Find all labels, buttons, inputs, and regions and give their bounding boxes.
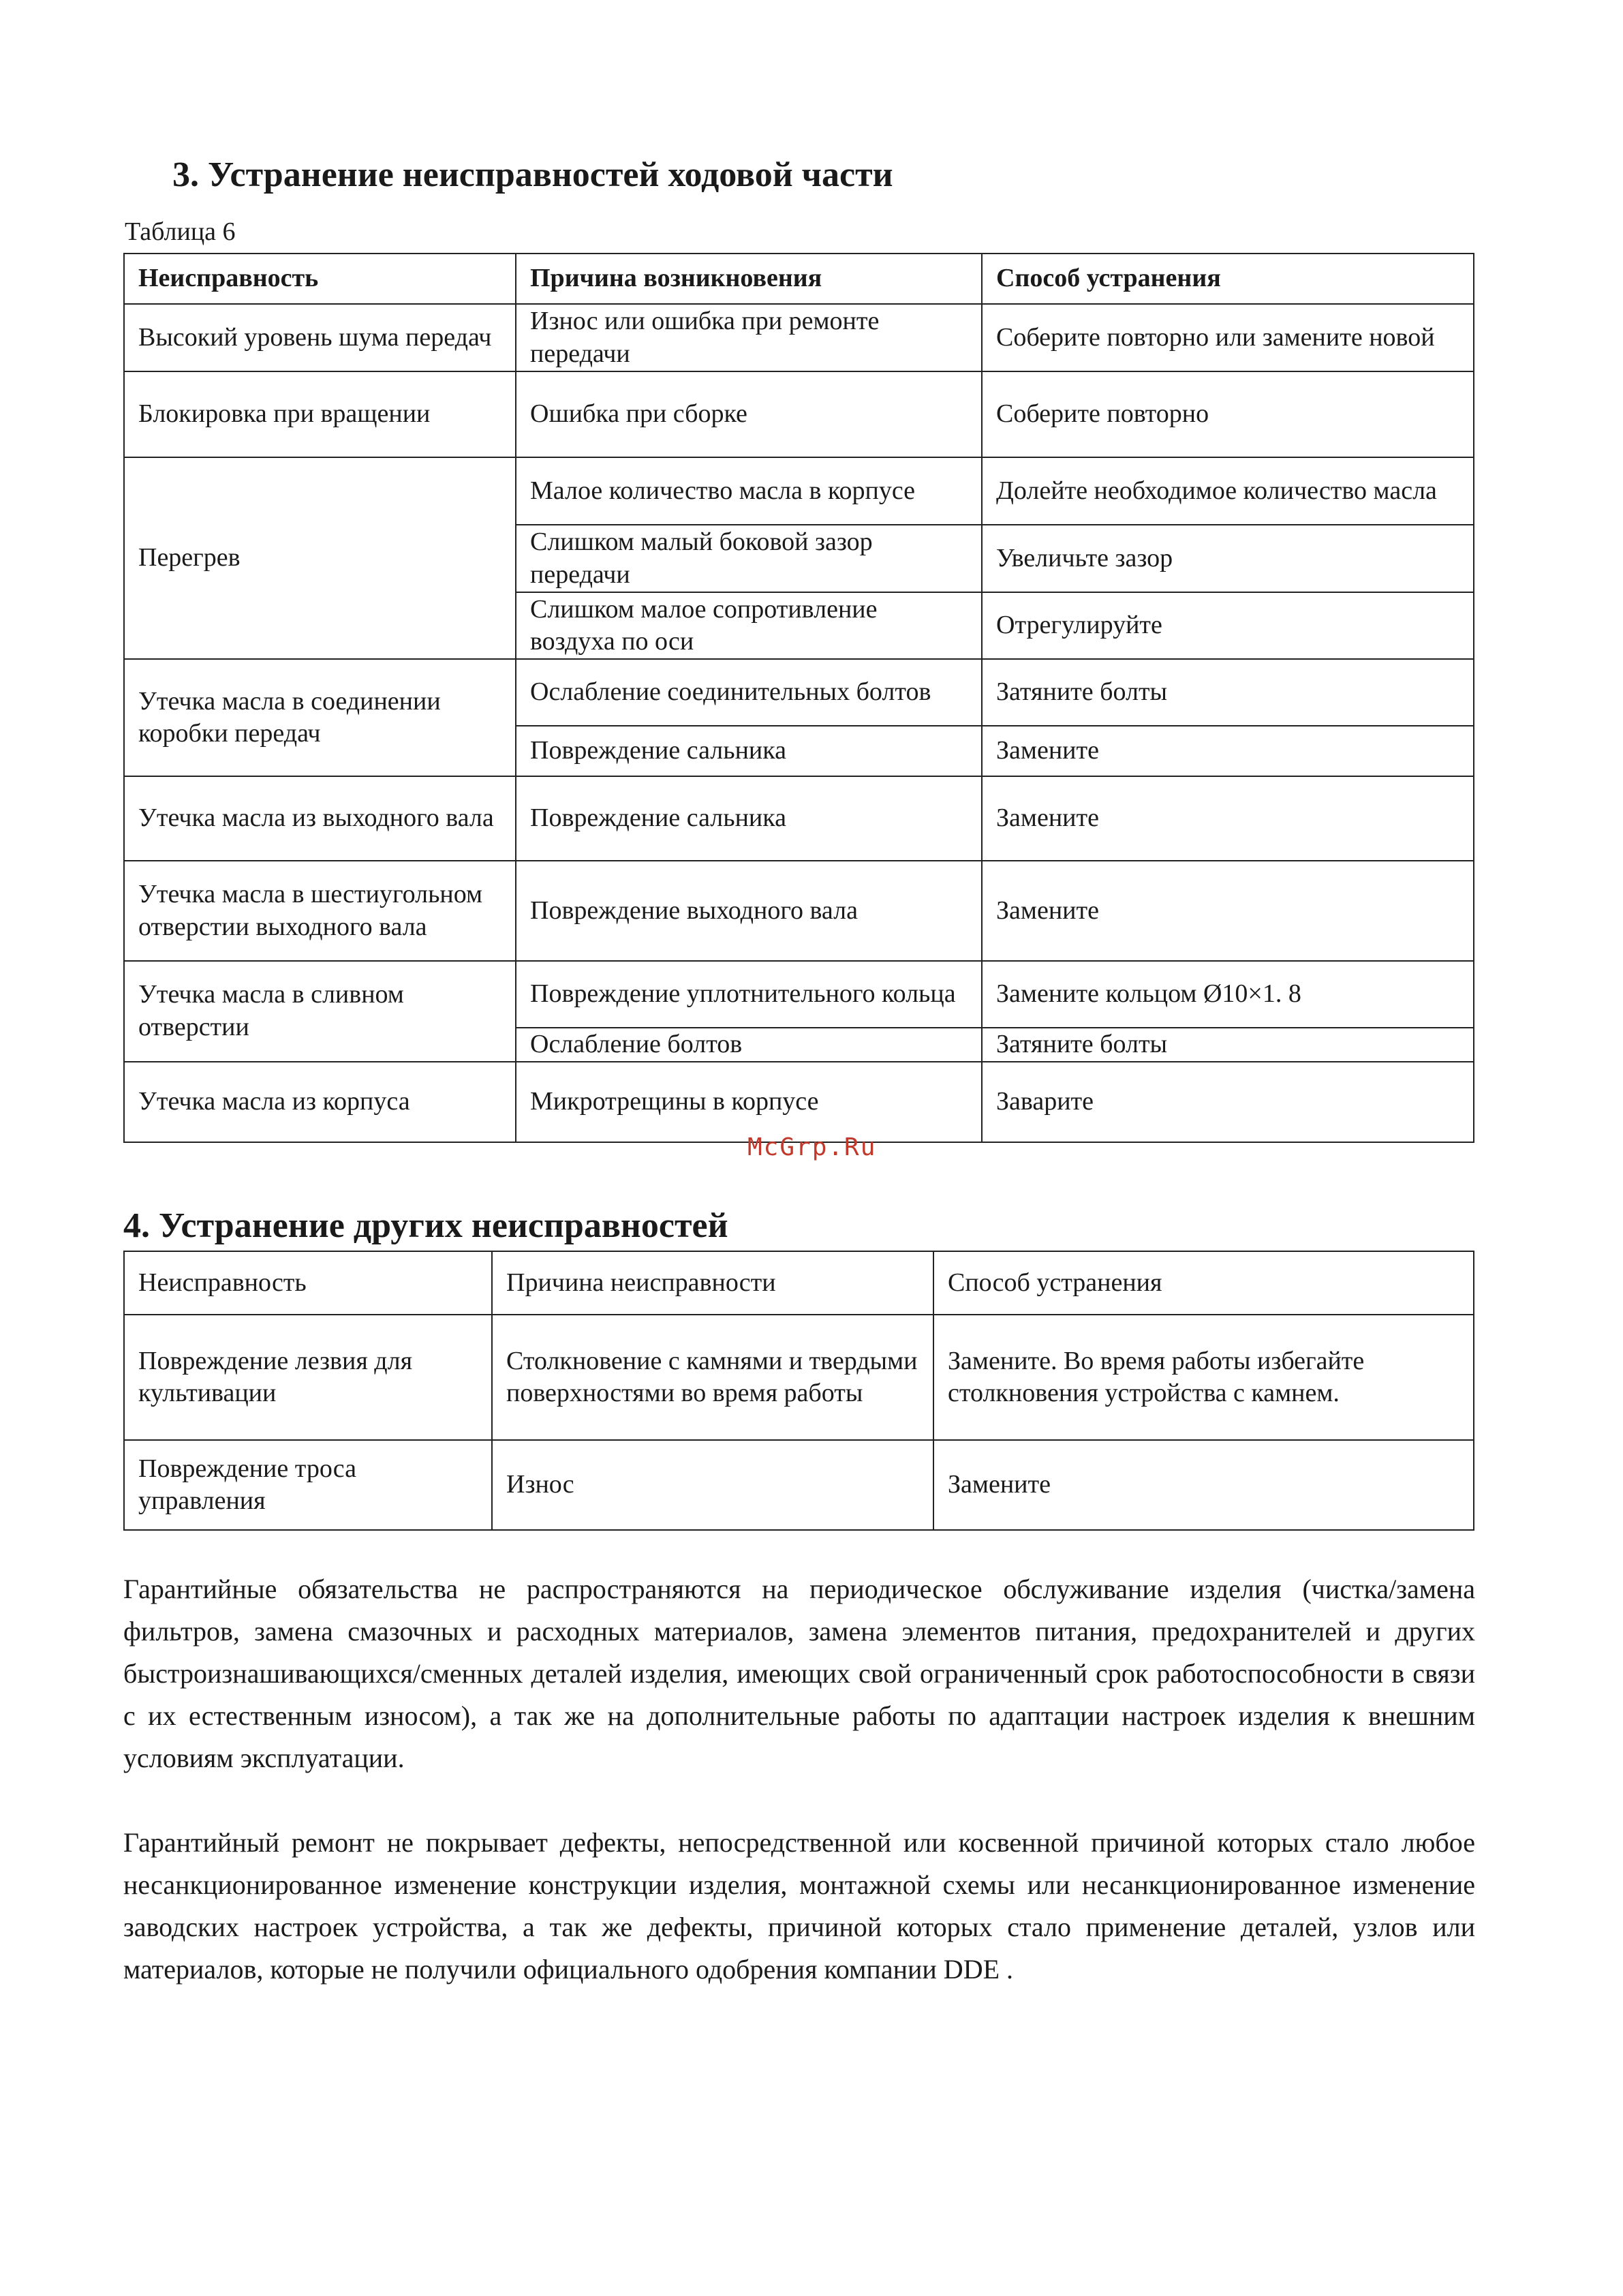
- table-row: [124, 776, 1474, 861]
- watermark: McGrp.Ru: [747, 1133, 877, 1161]
- table-header-row: [124, 1251, 1474, 1315]
- table-row: [124, 304, 1474, 371]
- table-row: [124, 371, 1474, 457]
- table-row: [124, 1440, 1474, 1530]
- table-caption: Таблица 6: [125, 217, 236, 246]
- section-4-heading: 4. Устранение других неисправностей: [123, 1206, 728, 1245]
- table-row: [124, 961, 1474, 1028]
- fix-cell: Заварите: [982, 1062, 1474, 1142]
- header-fix: Способ устранения: [982, 254, 1474, 304]
- table-row: [124, 659, 1474, 726]
- warranty-paragraph-2: Гарантийный ремонт не покрывает дефекты, непосредственной или косвенной причиной которых стало любое несанкционированное изменение конструкции изделия, монтажной схемы или несанкционированное изменение заводских настроек устройства, а так же дефекты, причиной которых стало применение деталей, узлов или материалов, которые не получили официального одобрения компании DDE .: [123, 1827, 1475, 1985]
- fix-cell: Затяните болты: [982, 659, 1474, 726]
- cause-cell: Повреждение сальника: [516, 776, 982, 861]
- table-row: [124, 861, 1474, 961]
- fault-cell: Утечка масла в соединении коробки передач: [124, 659, 516, 776]
- cause-cell: Слишком малое сопротивление воздуха по оси: [516, 592, 982, 659]
- cause-cell: Столкновение с камнями и твердыми поверхностями во время работы: [492, 1315, 933, 1440]
- cause-cell: Малое количество масла в корпусе: [516, 457, 982, 525]
- header-cause: Причина неисправности: [492, 1251, 933, 1315]
- fault-cell: Высокий уровень шума передач: [124, 304, 516, 371]
- fix-cell: Замените: [982, 776, 1474, 861]
- fix-cell: Замените. Во время работы избегайте столкновения устройства с камнем.: [933, 1315, 1474, 1440]
- fix-cell: Затяните болты: [982, 1028, 1474, 1062]
- fix-cell: Замените: [982, 861, 1474, 961]
- fix-cell: Отрегулируйте: [982, 592, 1474, 659]
- fix-cell: Соберите повторно: [982, 371, 1474, 457]
- cause-cell: Слишком малый боковой зазор передачи: [516, 525, 982, 592]
- table-row: [124, 1315, 1474, 1440]
- table-header-row: [124, 254, 1474, 304]
- section-3-heading: 3. Устранение неисправностей ходовой части: [172, 155, 893, 194]
- cause-cell: Микротрещины в корпусе: [516, 1062, 982, 1142]
- cause-cell: Износ или ошибка при ремонте передачи: [516, 304, 982, 371]
- troubleshooting-table-other: [123, 1251, 1474, 1531]
- cause-cell: Повреждение выходного вала: [516, 861, 982, 961]
- header-fault: Неисправность: [124, 254, 516, 304]
- cause-cell: Повреждение уплотнительного кольца: [516, 961, 982, 1028]
- troubleshooting-table-6: [123, 253, 1474, 1143]
- fix-cell: Замените: [982, 726, 1474, 776]
- fault-cell: Утечка масла из выходного вала: [124, 776, 516, 861]
- cause-cell: Повреждение сальника: [516, 726, 982, 776]
- warranty-paragraph-1: Гарантийные обязательства не распространяются на периодическое обслуживание изделия (чистка/замена фильтров, замена смазочных и расходных материалов, замена элементов питания, предохранителей и других быстроизнашивающихся/сменных деталей изделия, имеющих свой ограниченный срок работоспособности в связи с их естественным износом), а так же на дополнительные работы по адаптации настроек изделия к внешним условиям эксплуатации.: [123, 1574, 1475, 1773]
- fix-cell: Замените кольцом Ø10×1. 8: [982, 961, 1474, 1028]
- fault-cell: Утечка масла из корпуса: [124, 1062, 516, 1142]
- header-fault: Неисправность: [124, 1251, 492, 1315]
- fix-cell: Соберите повторно или замените новой: [982, 304, 1474, 371]
- fault-cell: Перегрев: [124, 457, 516, 659]
- fault-cell: Утечка масла в сливном отверстии: [124, 961, 516, 1062]
- header-cause: Причина возникновения: [516, 254, 982, 304]
- cause-cell: Износ: [492, 1440, 933, 1530]
- fault-cell: Утечка масла в шестиугольном отверстии выходного вала: [124, 861, 516, 961]
- cause-cell: Ослабление болтов: [516, 1028, 982, 1062]
- fix-cell: Замените: [933, 1440, 1474, 1530]
- fault-cell: Блокировка при вращении: [124, 371, 516, 457]
- cause-cell: Ослабление соединительных болтов: [516, 659, 982, 726]
- fault-cell: Повреждение лезвия для культивации: [124, 1315, 492, 1440]
- table-row: [124, 1062, 1474, 1142]
- fault-cell: Повреждение троса управления: [124, 1440, 492, 1530]
- cause-cell: Ошибка при сборке: [516, 371, 982, 457]
- header-fix: Способ устранения: [933, 1251, 1474, 1315]
- fix-cell: Долейте необходимое количество масла: [982, 457, 1474, 525]
- table-row: [124, 457, 1474, 525]
- fix-cell: Увеличьте зазор: [982, 525, 1474, 592]
